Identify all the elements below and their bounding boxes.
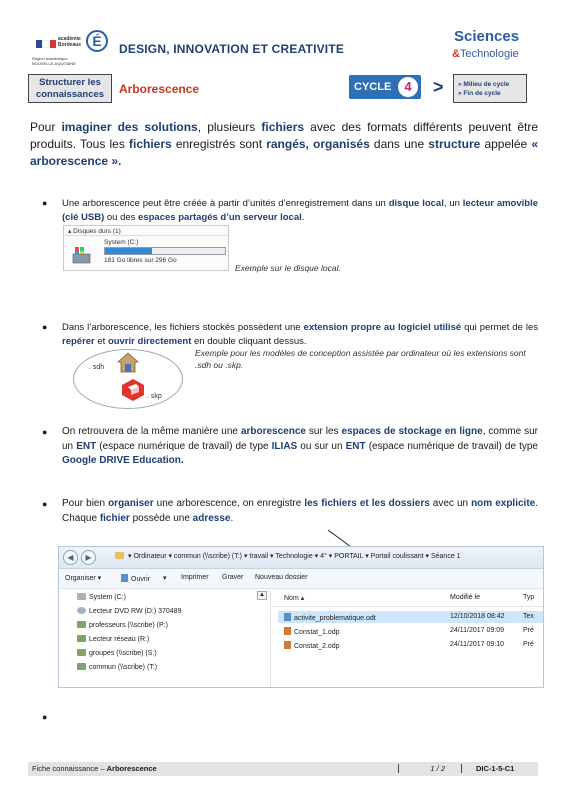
tree-item-system[interactable]: System (C:) xyxy=(77,593,126,601)
cycle-options-box: » Milieu de cycle » Fin de cycle xyxy=(453,74,527,103)
page-number: 1 / 2 xyxy=(398,764,462,773)
bullet-icon: ● xyxy=(42,499,48,509)
bullet-icon: ● xyxy=(42,198,48,208)
sketchup-icon xyxy=(121,378,145,402)
tree-item-dvd[interactable]: Lecteur DVD RW (D:) 370489 xyxy=(77,607,181,615)
file-row[interactable]: Constat_1.odp 24/11/2017 09:09 Pré xyxy=(278,625,543,637)
network-drive-icon xyxy=(77,635,86,642)
organize-button[interactable]: Organiser ▾ xyxy=(65,575,102,582)
file-list xyxy=(272,590,543,688)
bullet-icon: ● xyxy=(42,322,48,332)
hard-drive-icon xyxy=(72,244,92,266)
explorer-toolbar xyxy=(59,569,543,589)
tree-item-professeurs[interactable]: professeurs (\\scribe) (P:) xyxy=(77,621,168,629)
french-flag-icon xyxy=(36,40,56,48)
bullet-online-storage: ● On retrouvera de la même manière une arborescence sur les espaces de stockage en ligne, comme sur un ENT (espace numérique de travail) de type ILIAS ou sur un ENT (espace numérique de travail) de type Google DRIVE Education. xyxy=(42,426,538,466)
document-title: DESIGN, INNOVATION ET CREATIVITE xyxy=(119,42,345,56)
bullet-extensions: ● Dans l’arborescence, les fichiers stockés possèdent une extension propre au logiciel utilisé qui permet de les repérer et ouvrir directement en double cliquant dessus. xyxy=(42,322,538,347)
academy-name: académie Bordeaux xyxy=(58,36,82,48)
bullet-icon: ● xyxy=(42,712,48,722)
chevron-right-icon: > xyxy=(433,77,444,97)
folder-icon xyxy=(115,552,124,559)
topic-label: Arborescence xyxy=(119,82,200,96)
file-row[interactable]: Constat_2.odp 24/11/2017 09:10 Pré xyxy=(278,639,543,651)
footer-title: Fiche connaissance – Arborescence xyxy=(32,764,157,773)
intro-paragraph: Pour imaginer des solutions, plusieurs fichiers avec des formats différents peuvent être produits. Tous les fichiers enregistrés sont rangés, organisés dans une structure appelée « arborescence ». xyxy=(30,120,539,168)
forward-arrow-icon[interactable]: ▶ xyxy=(81,550,96,565)
column-header-name[interactable]: Nom ▴ xyxy=(284,595,305,602)
disk-name: System (C:) xyxy=(104,239,139,246)
back-arrow-icon[interactable]: ◀ xyxy=(63,550,78,565)
topic-row xyxy=(28,74,538,104)
disk-screenshot xyxy=(63,225,229,271)
open-button[interactable]: Ouvrir xyxy=(121,574,150,583)
page-footer xyxy=(28,762,538,776)
presentation-icon xyxy=(284,627,291,635)
print-button[interactable]: Imprimer xyxy=(181,574,209,581)
disk-free-space: 181 Go libres sur 296 Go xyxy=(104,257,177,264)
network-drive-icon xyxy=(77,663,86,670)
open-dropdown-button[interactable]: ▾ xyxy=(163,575,167,582)
extension-sdh: . sdh xyxy=(89,364,105,371)
disk-usage-bar xyxy=(104,247,226,255)
structurer-box: Structurer les connaissances xyxy=(28,74,112,103)
breadcrumb[interactable]: ▾ Ordinateur ▾ commun (\\scribe) (T:) ▾ travail ▾ Technologie ▾ 4° ▾ PORTAIL ▾ Portail coulissant ▾ Séance 1 xyxy=(115,552,461,560)
burn-button[interactable]: Graver xyxy=(222,574,244,581)
academy-region: Région académique NOUVELLE-AQUITAINE xyxy=(32,56,76,66)
cycle-number: 4 xyxy=(398,77,418,97)
dvd-icon xyxy=(77,607,86,614)
drive-icon xyxy=(77,593,86,600)
tree-item-lecteur-reseau[interactable]: Lecteur réseau (R:) xyxy=(77,635,149,643)
sciences-technologie-logo: Sciences &Technologie xyxy=(452,28,520,60)
bullet-icon: ● xyxy=(42,427,48,437)
scroll-up-arrow-icon[interactable]: ▲ xyxy=(257,591,267,600)
cycle-badge: CYCLE 4 xyxy=(349,75,421,99)
extension-skp: . skp xyxy=(147,393,162,400)
address-bar[interactable] xyxy=(59,547,543,569)
academy-e-icon: É xyxy=(86,30,108,52)
column-header-date[interactable]: Modifié le xyxy=(450,594,480,601)
sweet-home-3d-icon xyxy=(117,352,139,374)
tree-item-groupes[interactable]: groupes (\\scribe) (S:) xyxy=(77,649,157,657)
column-header-type[interactable]: Typ xyxy=(523,594,535,601)
navigation-tree xyxy=(59,590,271,688)
new-folder-button[interactable]: Nouveau dossier xyxy=(255,574,308,581)
bullet-storage-units: ● Une arborescence peut être créée à partir d’unités d’enregistrement dans un disque local, un lecteur amovible (clé USB) ou des espaces partagés d’un serveur local. xyxy=(42,198,538,223)
network-drive-icon xyxy=(77,649,86,656)
network-drive-icon xyxy=(77,621,86,628)
extensions-caption: Exemple pour les modèles de conception assistée par ordinateur où les extensions sont .sdh ou .skp. xyxy=(195,348,526,370)
disk-caption: Exemple sur le disque local. xyxy=(235,263,341,273)
file-explorer-window xyxy=(58,546,544,688)
bullet-organize: ● Pour bien organiser une arborescence, on enregistre les fichiers et les dossiers avec un nom explicite. Chaque fichier possède une adresse. xyxy=(42,498,538,524)
presentation-icon xyxy=(284,641,291,649)
disk-group-header: ▴ Disques durs (1) xyxy=(68,228,121,235)
file-icon xyxy=(121,574,128,582)
document-code: DIC-1-5-C1 xyxy=(476,764,515,773)
academy-logo xyxy=(28,28,110,68)
page-header xyxy=(28,28,538,72)
file-row[interactable]: activite_problematique.odt 12/10/2018 08:42 Tex xyxy=(278,611,543,623)
tree-item-commun[interactable]: commun (\\scribe) (T:) xyxy=(77,663,157,671)
document-icon xyxy=(284,613,291,621)
